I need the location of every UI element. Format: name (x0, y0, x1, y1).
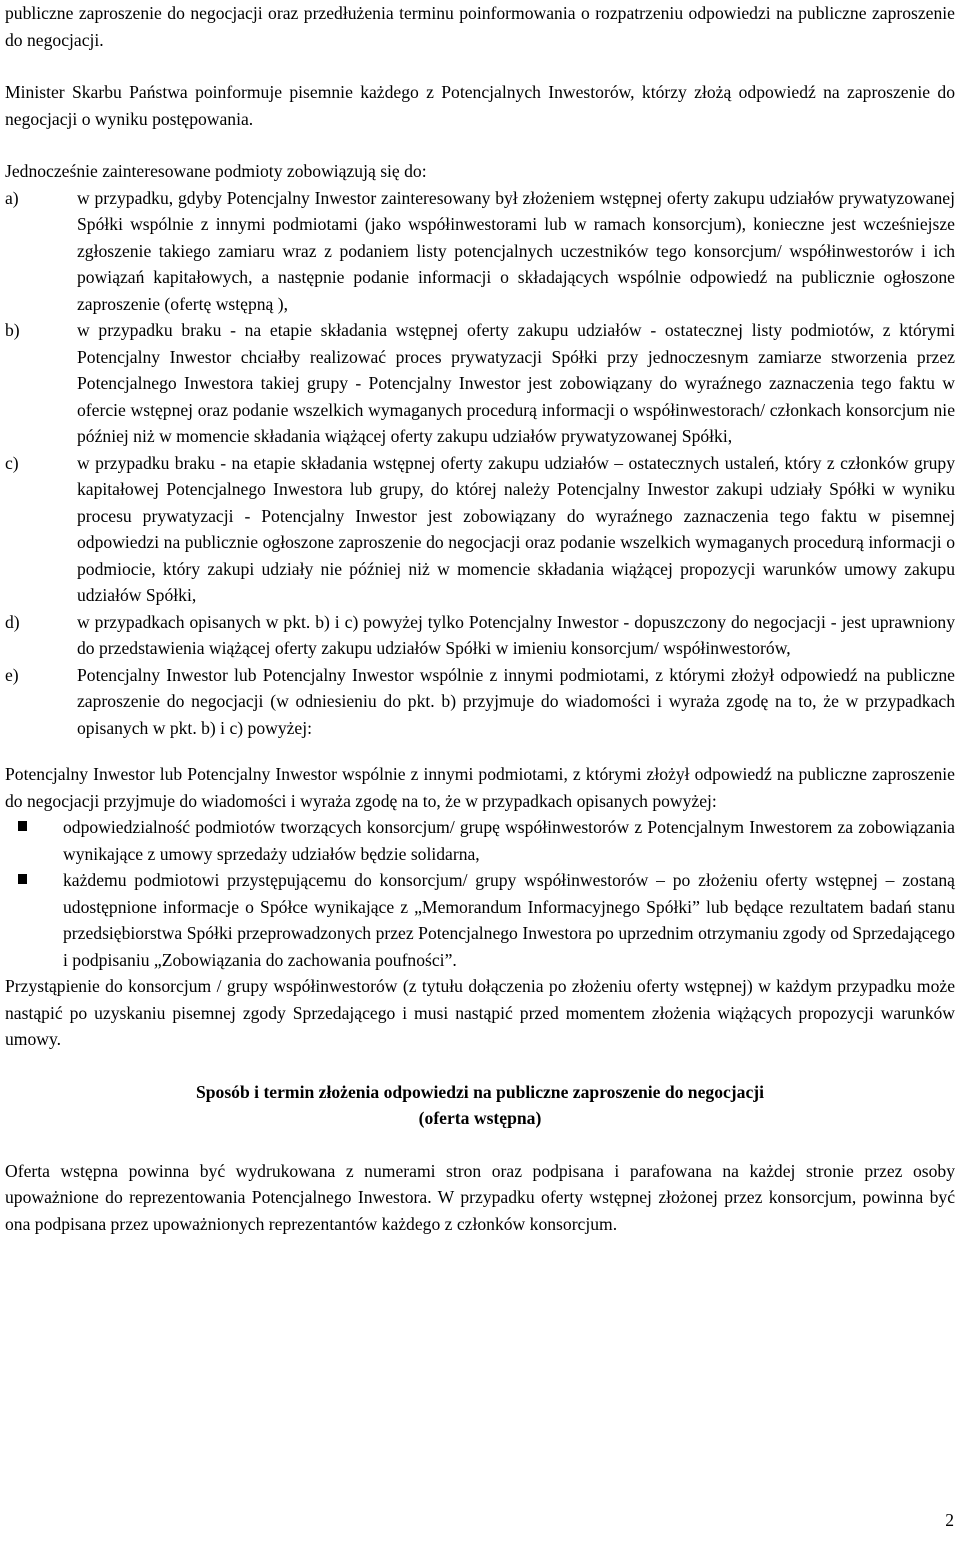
intro-paragraph-2: Minister Skarbu Państwa poinformuje pisemnie każdego z Potencjalnych Inwestorów, którzy złożą odpowiedź na zaproszenie do negocjacji o wyniku postępowania. (5, 82, 955, 129)
list-item-label: a) (5, 187, 19, 208)
page-number: 2 (945, 1509, 954, 1530)
obligations-lead: Jednocześnie zainteresowane podmioty zobowiązują się do: (5, 161, 427, 181)
list-item (5, 814, 955, 867)
list-item-text: w przypadku braku - na etapie składania wstępnej oferty zakupu udziałów – ostatecznych ustaleń, który z członków grupy kapitałowej Potencjalnego Inwestora lub grupy, do której należy Potencjalny Inwestor zakupi udziały Spółki w wyniku procesu prywatyzacji - Potencjalny Inwestor jest zobowiązany do wyraźnego zaznaczenia tego faktu w pisemnej odpowiedzi na publicznie ogłoszone zaproszenie do negocjacji oraz podanie wszelkich wymaganych procedurą informacji o podmiocie, który zakupi udziały nie później niż w momencie składania wiążącej propozycji warunków umowy zakupu udziałów Spółki, (77, 452, 955, 605)
intro-paragraph-1: publiczne zaproszenie do negocjacji oraz przedłużenia terminu poinformowania o rozpatrzeniu odpowiedzi na publiczne zaproszenie do negocjacji. (5, 3, 955, 50)
obligations-list (5, 185, 955, 742)
list-item-text: w przypadku braku - na etapie składania wstępnej oferty zakupu udziałów - ostatecznej listy podmiotów, z którymi Potencjalny Inwestor chciałby realizować proces prywatyzacji Spółki przy jednoczesnym zamiarze stworzenia przez Potencjalnego Inwestora takiej grupy - Potencjalny Inwestor jest zobowiązany do wyraźnego zaznaczenia tego faktu w ofercie wstępnej oraz podanie wszelkich wymaganych procedurą informacji o współinwestorach/ członkach konsorcjum nie później niż w momencie składania wiążącej oferty zakupu udziałów prywatyzowanej Spółki, (77, 320, 955, 446)
square-bullet-icon (18, 821, 27, 831)
list-item-text: w przypadkach opisanych w pkt. b) i c) powyżej tylko Potencjalny Inwestor - dopuszczony do negocjacji - jest uprawniony do przedstawienia wiążącej oferty zakupu udziałów Spółki w imieniu konsorcjum/ współinwestorów, (77, 611, 955, 658)
document-page (5, 0, 955, 1237)
list-item (5, 450, 955, 609)
consent-bullet-list (5, 814, 955, 973)
consent-lead: Potencjalny Inwestor lub Potencjalny Inwestor wspólnie z innymi podmiotami, z którymi złożył odpowiedź na publiczne zaproszenie do negocjacji przyjmuje do wiadomości i wyraża zgodę na to, że w przypadkach opisanych powyżej: (5, 764, 955, 811)
square-bullet-icon (18, 874, 27, 884)
list-item (5, 662, 955, 742)
list-item-label: b) (5, 320, 20, 340)
section-heading-line-1: Sposób i termin złożenia odpowiedzi na publiczne zaproszenie do negocjacji (195, 1081, 765, 1102)
section-heading (5, 1079, 955, 1132)
section-heading-line-2: (oferta wstępna) (418, 1108, 542, 1128)
section-body: Oferta wstępna powinna być wydrukowana z numerami stron oraz podpisana i parafowana na każdej stronie przez osoby upoważnione do reprezentowania Potencjalnego Inwestora. W przypadku oferty wstępnej złożonej przez konsorcjum, powinna być ona podpisana przez upoważnionych reprezentantów każdego z członków konsorcjum. (5, 1160, 955, 1234)
list-item (5, 185, 955, 318)
list-item-label: c) (5, 452, 19, 473)
list-item (5, 609, 955, 662)
list-item-text: Potencjalny Inwestor lub Potencjalny Inwestor wspólnie z innymi podmiotami, z którymi złożył odpowiedź na publiczne zaproszenie do negocjacji (w odniesieniu do pkt. b) przyjmuje do wiadomości i wyraża zgodę na to, że w przypadkach opisanych w pkt. b) i c) powyżej: (77, 664, 955, 738)
list-item (5, 317, 955, 450)
list-item-label: e) (5, 664, 19, 685)
list-item-label: d) (5, 611, 20, 632)
consortium-paragraph: Przystąpienie do konsorcjum / grupy współinwestorów (z tytułu dołączenia po złożeniu oferty wstępnej) w każdym przypadku może nastąpić po uzyskaniu pisemnej zgody Sprzedającego i musi nastąpić przed momentem złożenia wiążących propozycji warunków umowy. (5, 976, 955, 1049)
list-item-text: każdemu podmiotowi przystępującemu do konsorcjum/ grupy współinwestorów – po złożeniu oferty wstępnej – zostaną udostępnione informacje o Spółce wynikające z „Memorandum Informacyjnego Spółki” lub będące rezultatem badań stanu przedsiębiorstwa Spółki przeprowadzonych przez Potencjalnego Inwestora po uprzednim otrzymaniu zgody od Sprzedającego i podpisaniu „Zobowiązania do zachowania poufności”. (63, 870, 955, 970)
list-item-text: odpowiedzialność podmiotów tworzących konsorcjum/ grupę współinwestorów z Potencjalnym Inwestorem za zobowiązania wynikające z umowy sprzedaży udziałów będzie solidarna, (63, 817, 955, 864)
list-item-text: w przypadku, gdyby Potencjalny Inwestor zainteresowany był złożeniem wstępnej oferty zakupu udziałów prywatyzowanej Spółki wspólnie z innymi podmiotami (jako współinwestorami lub w ramach konsorcjum), konieczne jest wcześniejsze zgłoszenie takiego zamiaru wraz z podaniem listy potencjalnych uczestników tego konsorcjum/ współinwestorów i ich powiązań kapitałowych, a następnie podanie informacji o składających wspólnie odpowiedź na publicznie ogłoszone zaproszenie (ofertę wstępną ), (77, 187, 955, 314)
list-item (5, 867, 955, 973)
